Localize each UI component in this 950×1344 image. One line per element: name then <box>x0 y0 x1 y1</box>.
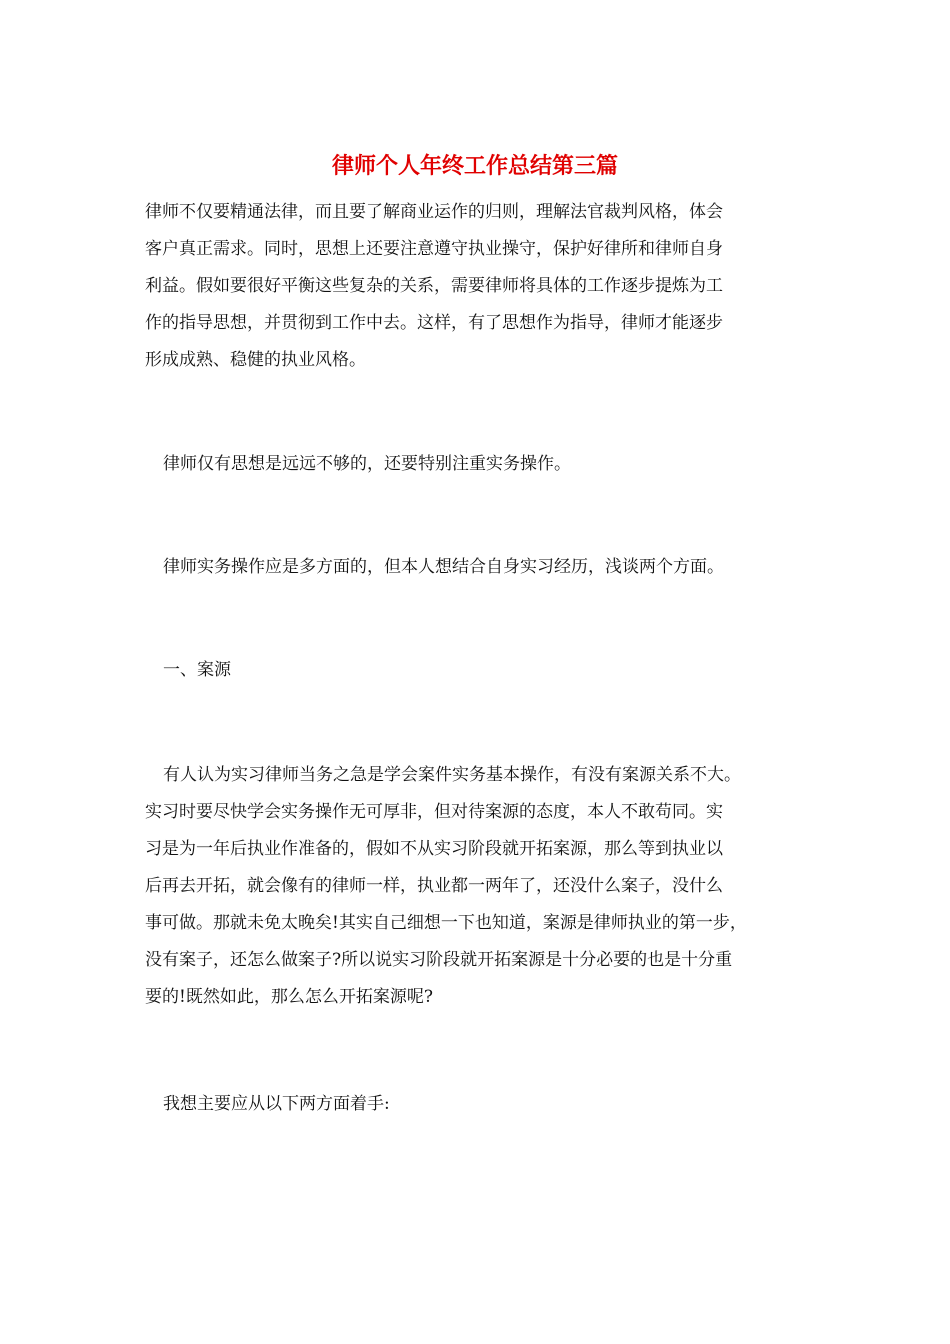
paragraph-line: 律师不仅要精通法律，而且要了解商业运作的归则，理解法官裁判风格，体会 <box>145 202 723 222</box>
section-heading-text: 一、案源 <box>163 660 231 680</box>
paragraph-line: 形成成熟、稳健的执业风格。 <box>145 350 366 370</box>
paragraph-line: 实习时要尽快学会实务操作无可厚非，但对待案源的态度，本人不敢苟同。实 <box>145 802 723 822</box>
paragraph-line: 事可做。那就未免太晚矣!其实自己细想一下也知道，案源是律师执业的第一步， <box>145 913 747 933</box>
paragraph-line: 律师仅有思想是远远不够的，还要特别注重实务操作。 <box>163 454 571 474</box>
paragraph-line: 没有案子，还怎么做案子?所以说实习阶段就开拓案源是十分必要的也是十分重 <box>145 950 733 970</box>
paragraph-line: 后再去开拓，就会像有的律师一样，执业都一两年了，还没什么案子，没什么 <box>145 876 723 896</box>
paragraph-line: 利益。假如要很好平衡这些复杂的关系，需要律师将具体的工作逐步提炼为工 <box>145 276 723 296</box>
paragraph-intro <box>145 194 805 379</box>
paragraph-approach <box>145 1086 805 1123</box>
paragraph-line: 律师实务操作应是多方面的，但本人想结合自身实习经历，浅谈两个方面。 <box>163 557 724 577</box>
paragraph-line: 客户真正需求。同时，思想上还要注意遵守执业操守，保护好律所和律师自身 <box>145 239 723 259</box>
paragraph-line: 我想主要应从以下两方面着手: <box>163 1094 390 1114</box>
document-title: 律师个人年终工作总结第三篇 <box>331 153 618 179</box>
paragraph-case-source <box>145 757 805 1016</box>
section-heading <box>145 652 805 689</box>
paragraph-line: 作的指导思想，并贯彻到工作中去。这样，有了思想作为指导，律师才能逐步 <box>145 313 723 333</box>
paragraph-line: 要的!既然如此，那么怎么开拓案源呢? <box>145 987 433 1007</box>
paragraph-line: 有人认为实习律师当务之急是学会案件实务基本操作，有没有案源关系不大。 <box>163 765 741 785</box>
paragraph-practice <box>145 446 805 483</box>
paragraph-line: 习是为一年后执业作准备的，假如不从实习阶段就开拓案源，那么等到执业以 <box>145 839 723 859</box>
paragraph-aspects <box>145 549 805 586</box>
